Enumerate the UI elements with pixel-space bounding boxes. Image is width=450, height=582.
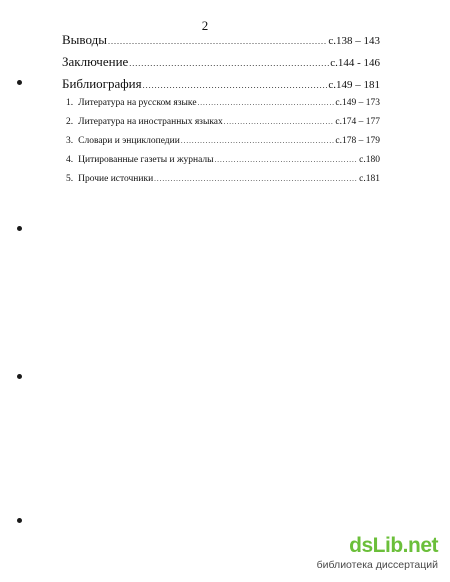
watermark [288,534,438,576]
toc-subentry-dictionaries [62,136,380,155]
leader-dots [154,175,358,183]
toc-subentry-number: 2. [66,117,74,127]
toc-subentry-other-sources [62,174,380,193]
leader-dots [129,59,329,68]
toc-entry-pages: с.138 – 143 [328,35,380,47]
toc-subentry-number: 1. [66,98,74,108]
punch-hole-mark [17,374,22,379]
toc-subentry-newspapers [62,155,380,174]
leader-dots [143,81,328,90]
toc-entry-title: Заключение [62,54,129,69]
watermark-tagline: библиотека диссертаций [316,559,438,571]
toc-entry-bibliography [62,76,380,98]
toc-entry-title: Выводы [62,32,107,47]
toc-subentry-title: Литература на русском языке [78,98,197,108]
leader-dots [108,37,327,46]
toc-subentry-title: Литература на иностранных языках [78,117,223,127]
toc-entry-pages: с.149 – 181 [328,79,380,91]
leader-dots [181,137,335,145]
toc-subentry-number: 5. [66,174,74,184]
toc-subentry-title: Цитированные газеты и журналы [78,155,214,165]
toc-subentry-title: Прочие источники [78,174,154,184]
punch-hole-mark [17,80,22,85]
toc-subentry-pages: с.178 – 179 [335,136,380,146]
toc-entry-pages: с.144 - 146 [330,57,380,69]
toc-subentry-title: Словари и энциклопедии [78,136,180,146]
page-number: 2 [201,18,209,33]
toc-entry-summary [62,54,380,76]
punch-hole-mark [17,518,22,523]
toc-entry-title: Библиография [62,76,142,91]
table-of-contents [62,32,380,193]
toc-subentry-russian-literature [62,98,380,117]
punch-hole-mark [17,226,22,231]
toc-subentry-pages: с.149 – 173 [335,98,380,108]
toc-subentry-pages: с.180 [359,155,380,165]
toc-entry-conclusions [62,32,380,54]
toc-subentry-pages: с.181 [359,174,380,184]
toc-subentry-foreign-literature [62,117,380,136]
dslib-logo[interactable]: dsLib.net [349,534,438,557]
toc-subentry-number: 4. [66,155,74,165]
leader-dots [224,118,335,126]
leader-dots [215,156,359,164]
toc-subentry-pages: с.174 – 177 [335,117,380,127]
toc-subentry-number: 3. [66,136,74,146]
leader-dots [198,99,335,107]
